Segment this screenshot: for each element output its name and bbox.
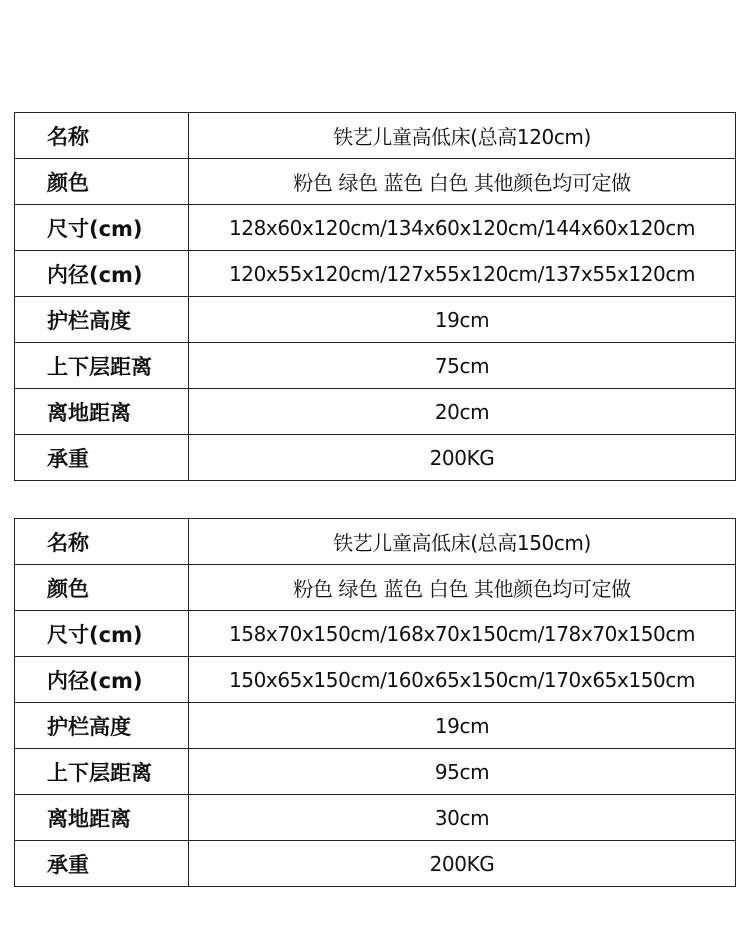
row-value-name: 铁艺儿童高低床(总高150cm) [189,519,736,565]
table-row [15,435,736,481]
row-label-inner-size: 内径(cm) [15,657,189,703]
row-value-inner-size: 150x65x150cm/160x65x150cm/170x65x150cm [189,657,736,703]
row-value-name: 铁艺儿童高低床(总高120cm) [189,113,736,159]
row-label-load: 承重 [15,435,189,481]
table-row [15,611,736,657]
row-label-color: 颜色 [15,565,189,611]
row-label-inner-size: 内径(cm) [15,251,189,297]
row-value-bunk-gap: 75cm [189,343,736,389]
table-row [15,657,736,703]
row-value-ground-clearance: 20cm [189,389,736,435]
row-label-load: 承重 [15,841,189,887]
table-row [15,795,736,841]
table-row [15,159,736,205]
table-row [15,205,736,251]
row-label-size: 尺寸(cm) [15,205,189,251]
table-row [15,703,736,749]
spec-table-150 [14,518,736,887]
row-value-ground-clearance: 30cm [189,795,736,841]
row-value-load: 200KG [189,841,736,887]
row-value-inner-size: 120x55x120cm/127x55x120cm/137x55x120cm [189,251,736,297]
row-label-bunk-gap: 上下层距离 [15,749,189,795]
table-row [15,297,736,343]
table-row [15,519,736,565]
table-row [15,841,736,887]
row-value-bunk-gap: 95cm [189,749,736,795]
row-label-name: 名称 [15,519,189,565]
row-value-load: 200KG [189,435,736,481]
row-value-size: 128x60x120cm/134x60x120cm/144x60x120cm [189,205,736,251]
row-label-bunk-gap: 上下层距离 [15,343,189,389]
table-row [15,113,736,159]
row-label-guardrail-height: 护栏高度 [15,703,189,749]
row-value-guardrail-height: 19cm [189,703,736,749]
table-row [15,749,736,795]
row-label-size: 尺寸(cm) [15,611,189,657]
row-value-guardrail-height: 19cm [189,297,736,343]
row-label-ground-clearance: 离地距离 [15,389,189,435]
table-row [15,251,736,297]
table-row [15,565,736,611]
row-label-ground-clearance: 离地距离 [15,795,189,841]
row-label-name: 名称 [15,113,189,159]
table-row [15,343,736,389]
row-label-guardrail-height: 护栏高度 [15,297,189,343]
row-label-color: 颜色 [15,159,189,205]
spec-table-120 [14,112,736,481]
row-value-color: 粉色 绿色 蓝色 白色 其他颜色均可定做 [189,565,736,611]
row-value-size: 158x70x150cm/168x70x150cm/178x70x150cm [189,611,736,657]
table-row [15,389,736,435]
row-value-color: 粉色 绿色 蓝色 白色 其他颜色均可定做 [189,159,736,205]
